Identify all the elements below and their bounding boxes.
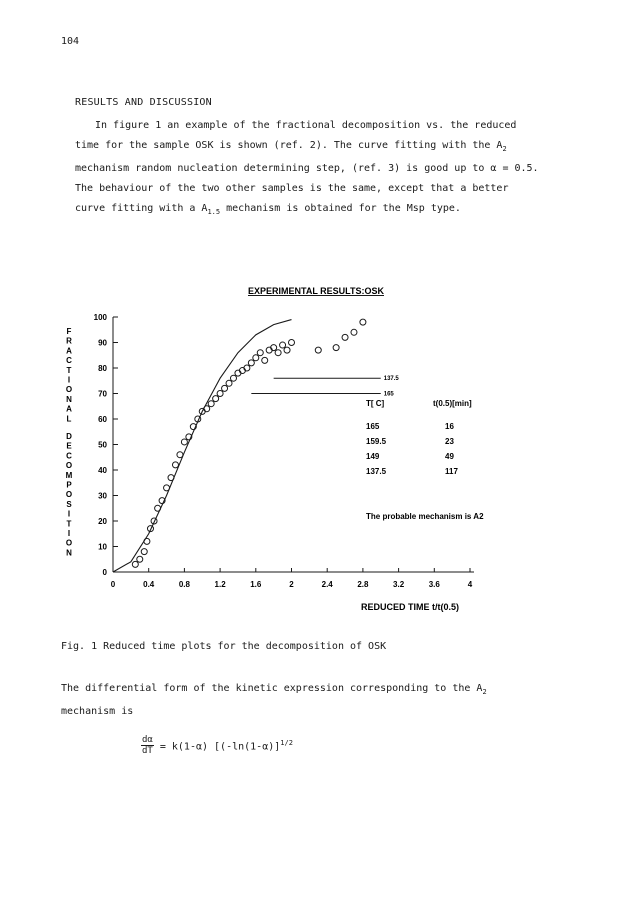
y-label-letter: N <box>66 548 72 558</box>
table-header-time: t(0.5)[min] <box>433 399 472 408</box>
data-point <box>222 385 228 391</box>
x-axis-label: REDUCED TIME t/t(0.5) <box>360 602 460 612</box>
data-point <box>208 401 214 407</box>
y-label-letter: L <box>66 414 72 424</box>
data-point <box>217 391 223 397</box>
x-tick-label: 0 <box>110 580 116 589</box>
data-point <box>141 549 147 555</box>
y-label-letter: I <box>67 509 71 519</box>
paragraph-results <box>75 116 555 222</box>
x-tick-label: 0.8 <box>178 580 190 589</box>
y-label-letter: D <box>66 432 72 441</box>
figure-caption: Fig. 1 Reduced time plots for the decomposition of OSK <box>61 641 387 652</box>
y-label-letter: O <box>65 538 73 548</box>
y-label-letter: O <box>65 490 73 500</box>
x-tick-label: 3.2 <box>393 580 405 589</box>
data-point <box>284 347 290 353</box>
table-cell-temperature: 149 <box>366 452 380 461</box>
data-point <box>226 380 232 386</box>
plateau-lines <box>251 376 399 397</box>
plateau-label: 165 <box>383 391 394 398</box>
data-point <box>315 347 321 353</box>
y-label-letter: A <box>66 404 72 414</box>
y-tick-label: 30 <box>98 491 107 501</box>
x-tick-label: 2 <box>289 580 294 589</box>
table-cell-temperature: 165 <box>366 422 380 431</box>
paragraph-line: In figure 1 an example of the fractional decomposition vs. the reduced <box>95 120 517 131</box>
paragraph-line: curve fitting with a $A_{1.5}$ mechanism is obtained for the Msp type. <box>75 203 461 216</box>
y-label-letter: I <box>67 375 71 385</box>
paragraph-line: mechanism is <box>61 706 134 717</box>
table-cell-time: 23 <box>445 437 454 446</box>
y-tick-label: 90 <box>98 338 107 348</box>
x-tick-label: 0.4 <box>143 580 155 589</box>
figure-1 <box>0 270 635 620</box>
data-point <box>289 340 295 346</box>
table-cell-time: 117 <box>445 467 458 476</box>
data-point <box>253 355 259 361</box>
x-tick-labels <box>111 580 473 589</box>
paragraph-line: The behaviour of the two other samples is the same, except that a better <box>75 183 509 194</box>
table-cell-time: 49 <box>445 452 454 461</box>
data-point <box>280 342 286 348</box>
x-tick-label: 1.6 <box>250 580 262 589</box>
data-point <box>164 485 170 491</box>
temperature-table <box>366 399 472 476</box>
chart-axes <box>113 317 474 572</box>
y-tick-label: 0 <box>102 568 107 577</box>
y-label-letter: N <box>66 394 72 404</box>
y-label-letter: E <box>66 441 72 451</box>
paragraph-differential <box>61 679 487 722</box>
mechanism-note: The probable mechanism is A2 <box>366 512 484 521</box>
data-point <box>262 357 268 363</box>
derivative-fraction: $\frac{d\alpha}{dT}$ <box>142 735 153 756</box>
x-tick-label: 4 <box>467 580 473 589</box>
table-header-temperature: T[ C] <box>366 399 385 408</box>
x-tick-label: 3.6 <box>428 580 440 589</box>
equation-rhs: = k(1-α) [$(-\ln(1-\alpha)]^{1/2}$ <box>159 738 293 753</box>
y-tick-label: 40 <box>98 466 107 475</box>
x-tick-label: 1.2 <box>214 580 226 589</box>
data-point <box>333 345 339 351</box>
data-point <box>213 396 219 402</box>
paragraph-line: mechanism random nucleation determining step, (ref. 3) is good up to α = 0.5. <box>75 163 539 174</box>
x-tick-label: 2.4 <box>321 580 333 589</box>
data-point <box>248 360 254 366</box>
y-tick-label: 10 <box>98 542 107 552</box>
y-label-letter: P <box>66 480 72 490</box>
data-point <box>181 439 187 445</box>
y-label-letter: O <box>65 385 73 395</box>
paragraph-line: The differential form of the kinetic expression corresponding to the $A_2$ <box>61 683 487 696</box>
data-point <box>342 334 348 340</box>
page-number: 104 <box>61 36 80 47</box>
y-tick-label: 50 <box>98 440 107 450</box>
y-label-letter: C <box>66 451 72 461</box>
y-axis-label <box>66 327 73 557</box>
data-point <box>137 556 143 562</box>
data-point <box>155 505 161 511</box>
data-point <box>144 538 150 544</box>
table-cell-temperature: 137.5 <box>366 467 387 476</box>
data-point <box>177 452 183 458</box>
table-cell-time: 16 <box>445 422 454 431</box>
y-label-letter: T <box>66 519 72 529</box>
data-point <box>168 475 174 481</box>
y-tick-label: 70 <box>98 389 107 399</box>
data-point <box>275 350 281 356</box>
data-point <box>132 561 138 567</box>
plateau-label: 137.5 <box>383 376 399 383</box>
y-tick-label: 20 <box>98 517 107 526</box>
y-label-letter: O <box>65 461 73 471</box>
data-points <box>132 319 366 567</box>
section-heading: RESULTS AND DISCUSSION <box>75 97 212 108</box>
y-label-letter: I <box>67 529 71 538</box>
y-label-letter: A <box>66 346 72 356</box>
y-tick-labels <box>94 313 108 577</box>
table-cell-temperature: 159.5 <box>366 437 387 446</box>
y-label-letter: S <box>66 499 72 509</box>
x-tick-label: 2.8 <box>357 580 369 589</box>
data-point <box>172 462 178 468</box>
y-label-letter: C <box>66 356 72 366</box>
y-label-letter: R <box>66 336 72 346</box>
y-tick-label: 100 <box>93 313 107 322</box>
rate-equation <box>141 735 293 756</box>
data-point <box>360 319 366 325</box>
data-point <box>257 350 263 356</box>
figure-chart <box>0 270 635 620</box>
y-tick-label: 60 <box>98 415 107 424</box>
paragraph-line: time for the sample OSK is shown (ref. 2). The curve fitting with the $A_2$ <box>75 140 507 153</box>
data-point <box>351 329 357 335</box>
y-label-letter: T <box>66 365 72 375</box>
chart-title: EXPERIMENTAL RESULTS:OSK <box>247 286 385 296</box>
y-tick-label: 80 <box>98 364 107 373</box>
y-label-letter: F <box>66 327 72 336</box>
y-label-letter: M <box>65 470 73 480</box>
data-point <box>230 375 236 381</box>
